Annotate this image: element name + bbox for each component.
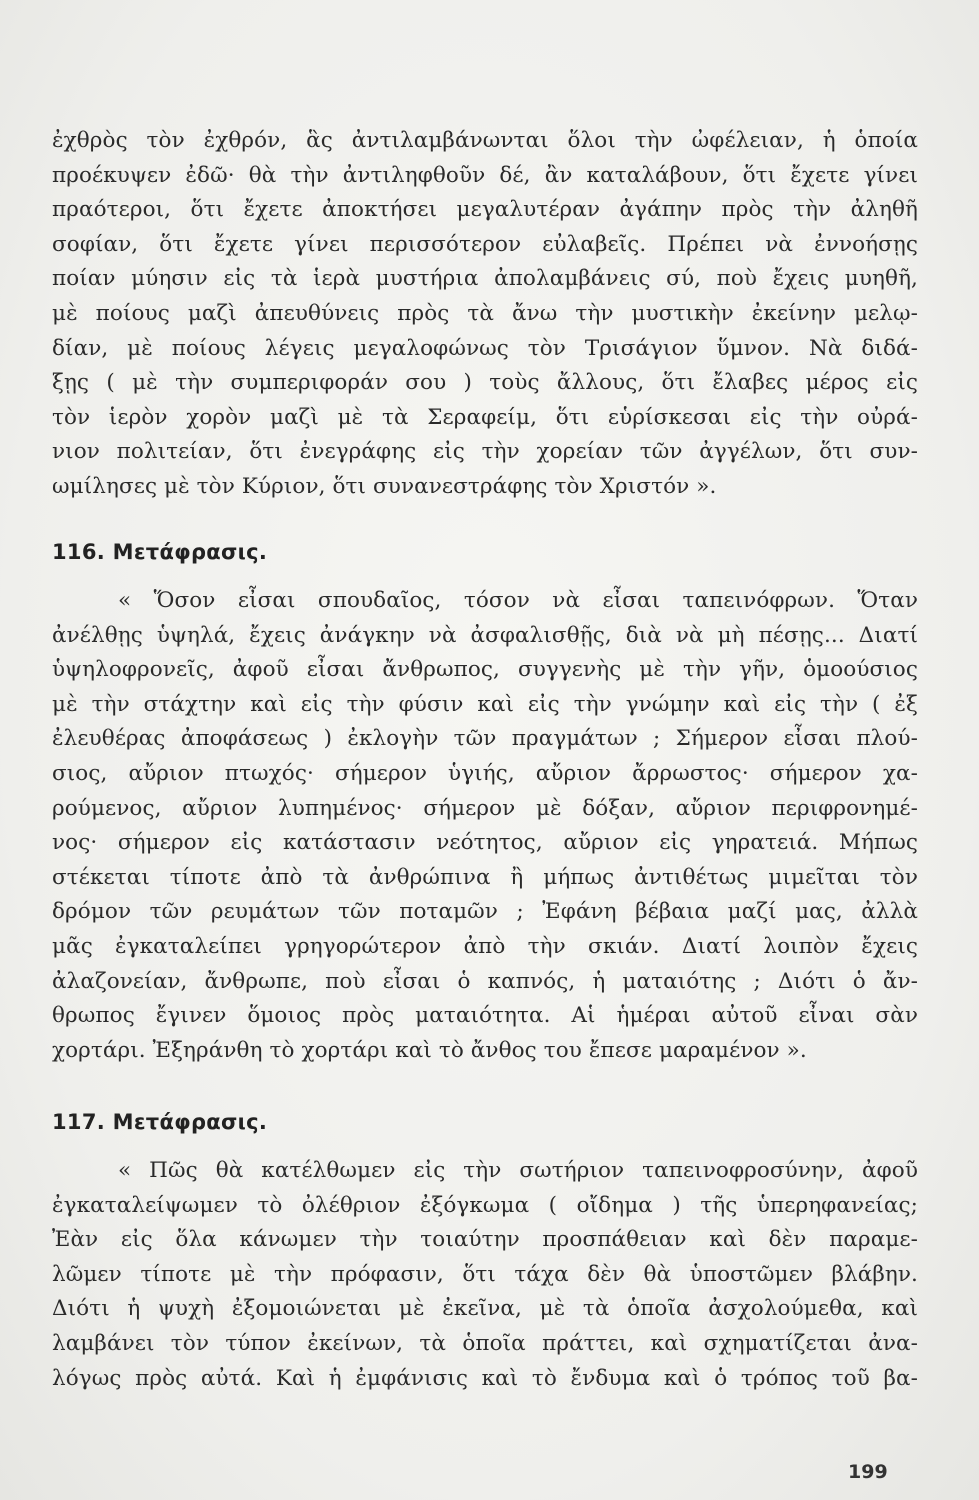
text-line: χορτάρι. Ἐξηράνθη τὸ χορτάρι καὶ τὸ ἄνθος του ἔπεσε μαραμένον ». (52, 1037, 807, 1063)
text-line: ἀνέλθῃς ὑψηλά, ἔχεις ἀνάγκην νὰ ἀσφαλισθῇς, διὰ νὰ μὴ πέσῃς... Διατί (52, 622, 918, 648)
text-line: πραότεροι, ὅτι ἔχετε ἀποκτήσει μεγαλυτέραν ἀγάπην πρὸς τὴν ἀληθῆ (52, 197, 918, 223)
text-line: ἐλευθέρας ἀποφάσεως ) ἐκλογὴν τῶν πραγμάτων ; Σήμερον εἶσαι πλού- (52, 726, 918, 752)
text-line: ωμίλησες μὲ τὸν Κύριον, ὅτι συνανεστράφης τὸν Χριστόν ». (52, 473, 717, 499)
text-line: προέκυψεν ἐδῶ· θὰ τὴν ἀντιληφθοῦν δέ, ἂν καταλάβουν, ὅτι ἔχετε γίνει (52, 162, 918, 188)
text-line: σιος, αὔριον πτωχός· σήμερον ὑγιής, αὔριον ἄρρωστος· σήμερον χα- (52, 760, 918, 786)
text-line: ἐχθρὸς τὸν ἐχθρόν, ἃς ἀντιλαμβάνωνται ὅλοι τὴν ὠφέλειαν, ἡ ὁποία (52, 128, 918, 153)
text-line: ρούμενος, αὔριον λυπημένος· σήμερον μὲ δόξαν, αὔριον περιφρονημέ- (52, 795, 918, 821)
text-line: « Πῶς θὰ κατέλθωμεν εἰς τὴν σωτήριον ταπεινοφροσύνην, ἀφοῦ (118, 1158, 918, 1183)
text-line: Ἐὰν εἰς ὅλα κάνωμεν τὴν τοιαύτην προσπάθειαν καὶ δὲν παραμε- (52, 1227, 918, 1253)
text-line: τὸν ἱερὸν χορὸν μαζὶ μὲ τὰ Σεραφείμ, ὅτι εὑρίσκεσαι εἰς τὴν οὐρά- (52, 404, 918, 430)
text-line: λῶμεν τίποτε μὲ τὴν πρόφασιν, ὅτι τάχα δὲν θὰ ὑποστῶμεν βλάβην. (52, 1261, 918, 1287)
text-line: μὲ ποίους μαζὶ ἀπευθύνεις πρὸς τὰ ἄνω τὴν μυστικὴν ἐκείνην μελῳ- (52, 300, 918, 326)
text-line: « Ὅσον εἶσαι σπουδαῖος, τόσον νὰ εἶσαι ταπεινόφρων. Ὅταν (118, 588, 918, 613)
text-line: δρόμον τῶν ρευμάτων τῶν ποταμῶν ; Ἐφάνη βέβαια μαζί μας, ἀλλὰ (52, 899, 918, 925)
text-line: ἀλαζονείαν, ἄνθρωπε, ποὺ εἶσαι ὁ καπνός, ἡ ματαιότης ; Διότι ὁ ἄν- (52, 968, 918, 994)
section-heading-116: 116. Μετάφρασις. (52, 540, 268, 564)
text-line: Διότι ἡ ψυχὴ ἐξομοιώνεται μὲ ἐκεῖνα, μὲ τὰ ὁποῖα ἀσχολούμεθα, καὶ (52, 1296, 918, 1322)
text-line: μὲ τὴν στάχτην καὶ εἰς τὴν φύσιν καὶ εἰς τὴν γνώμην καὶ εἰς τὴν ( ἐξ (52, 691, 918, 717)
text-line: θρωπος ἔγινεν ὅμοιος πρὸς ματαιότητα. Αἱ ἡμέραι αὐτοῦ εἶναι σὰν (52, 1003, 918, 1029)
text-line: σοφίαν, ὅτι ἔχετε γίνει περισσότερον εὐλαβεῖς. Πρέπει νὰ ἐννοήσῃς (52, 231, 918, 257)
text-line: ποίαν μύησιν εἰς τὰ ἱερὰ μυστήρια ἀπολαμβάνεις σύ, ποὺ ἔχεις μυηθῆ, (52, 266, 918, 292)
text-line: ἐγκαταλείψωμεν τὸ ὀλέθριον ἐξόγκωμα ( οἴδημα ) τῆς ὑπερηφανείας; (52, 1192, 918, 1218)
text-line: ξῃς ( μὲ τὴν συμπεριφοράν σου ) τοὺς ἄλλους, ὅτι ἔλαβες μέρος εἰς (52, 370, 918, 396)
text-line: ὑψηλοφρονεῖς, ἀφοῦ εἶσαι ἄνθρωπος, συγγενὴς μὲ τὴν γῆν, ὁμοούσιος (52, 657, 918, 683)
text-line: νιον πολιτείαν, ὅτι ἐνεγράφης εἰς τὴν χορείαν τῶν ἀγγέλων, ὅτι συν- (52, 439, 918, 465)
page-number: 199 (848, 1461, 888, 1483)
section-117-body (52, 1154, 918, 1396)
text-line: στέκεται τίποτε ἀπὸ τὰ ἀνθρώπινα ἢ μήπως ἀντιθέτως μιμεῖται τὸν (52, 864, 918, 890)
text-line: λόγως πρὸς αὐτά. Καὶ ἡ ἐμφάνισις καὶ τὸ ἔνδυμα καὶ ὁ τρόπος τοῦ βα- (52, 1365, 918, 1391)
text-line: μᾶς ἐγκαταλείπει γρηγορώτερον ἀπὸ τὴν σκιάν. Διατί λοιπὸν ἔχεις (52, 933, 918, 959)
paragraph-continuation (52, 124, 918, 505)
section-116-body (52, 584, 918, 1068)
text-line: νος· σήμερον εἰς κατάστασιν νεότητος, αὔριον εἰς γηρατειά. Μήπως (52, 830, 918, 856)
section-heading-117: 117. Μετάφρασις. (52, 1110, 268, 1134)
text-line: λαμβάνει τὸν τύπον ἐκείνων, τὰ ὁποῖα πράττει, καὶ σχηματίζεται ἀνα- (52, 1330, 918, 1356)
text-line: δίαν, μὲ ποίους λέγεις μεγαλοφώνως τὸν Τρισάγιον ὕμνον. Νὰ διδά- (52, 335, 918, 361)
